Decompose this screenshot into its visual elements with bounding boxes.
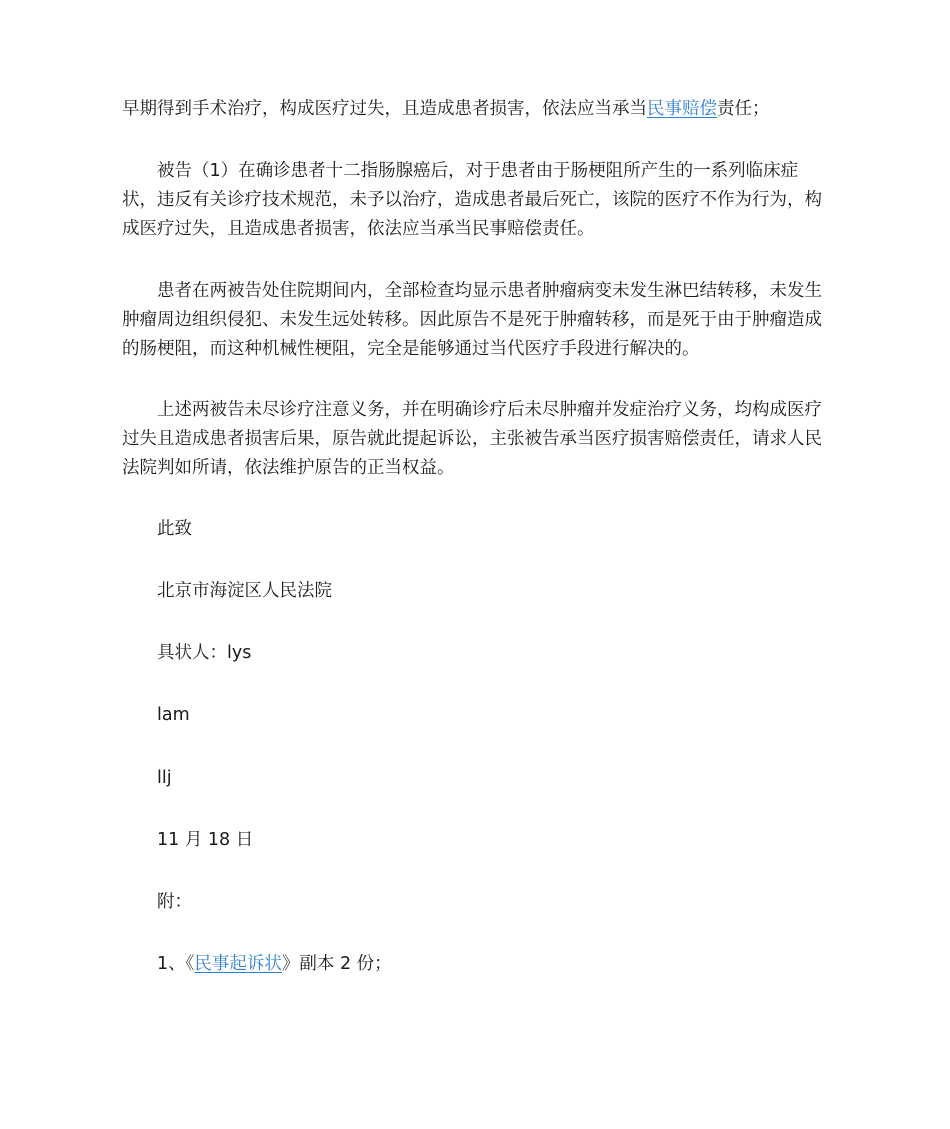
paragraph-defendant-1: 被告（1）在确诊患者十二指肠腺癌后，对于患者由于肠梗阻所产生的一系列临床症状，违反有关诊疗技术规范，未予以治疗，造成患者最后死亡，该院的医疗不作为行为，构成医疗过失，且造成患者损害，依法应当承当民事赔偿责任。 bbox=[122, 161, 822, 239]
attachment-label: 附： bbox=[157, 892, 192, 912]
paragraph-text: 早期得到手术治疗，构成医疗过失，且造成患者损害，依法应当承当 bbox=[122, 99, 647, 119]
paragraph-conclusion: 上述两被告未尽诊疗注意义务，并在明确诊疗后未尽肿瘤并发症治疗义务，均构成医疗过失且造成患者损害后果，原告就此提起诉讼，主张被告承当医疗损害赔偿责任，请求人民法院判如所请，依法维护原告的正当权益。 bbox=[122, 400, 822, 478]
civil-compensation-link[interactable]: 民事赔偿 bbox=[647, 99, 717, 119]
paragraph-patient-findings: 患者在两被告处住院期间内，全部检查均显示患者肿瘤病变未发生淋巴结转移，未发生肿瘤周边组织侵犯、未发生远处转移。因此原告不是死于肿瘤转移，而是死于由于肿瘤造成的肠梗阻，而这种机械性梗阻，完全是能够通过当代医疗手段进行解决的。 bbox=[122, 281, 822, 359]
attachment-text: 》副本 2 份； bbox=[281, 954, 392, 974]
closing-salutation: 此致 bbox=[157, 519, 192, 539]
plaintiff-signature-3: llj bbox=[157, 768, 172, 788]
document-date: 11 月 18 日 bbox=[157, 830, 254, 850]
court-name: 北京市海淀区人民法院 bbox=[157, 581, 332, 601]
plaintiff-signature: 具状人：lys bbox=[157, 643, 252, 663]
civil-complaint-link[interactable]: 民事起诉状 bbox=[194, 954, 282, 974]
attachment-text: 1、《 bbox=[157, 954, 195, 974]
attachment-item-1 bbox=[122, 950, 832, 979]
paragraph-text: 责任； bbox=[717, 99, 770, 119]
paragraph-liability-1 bbox=[122, 95, 832, 124]
plaintiff-signature-2: lam bbox=[157, 705, 190, 725]
